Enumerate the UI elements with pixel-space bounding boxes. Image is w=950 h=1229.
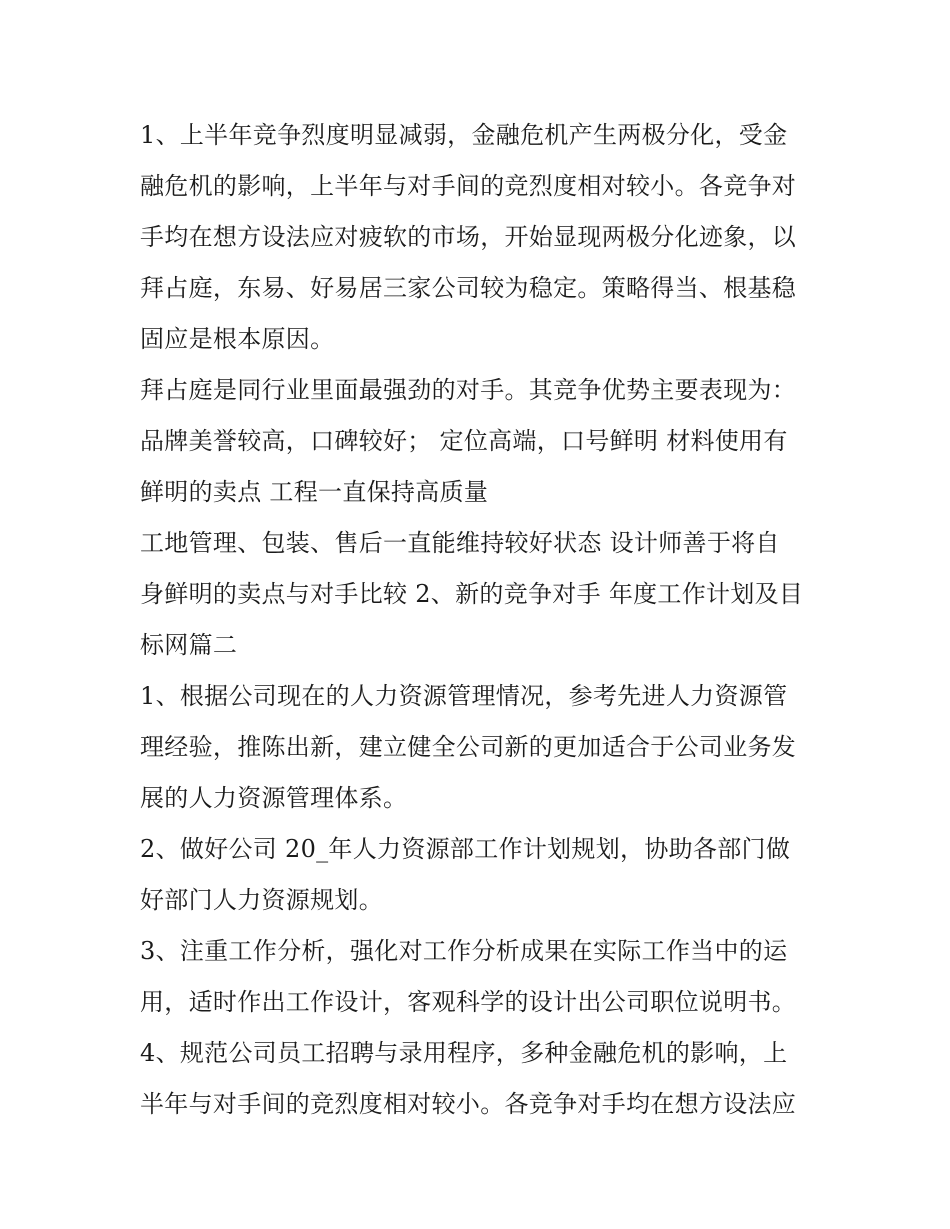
text-line: 2、做好公司 20_年人力资源部工作计划规划，协助各部门做 — [140, 835, 791, 863]
text-line: 品牌美誉较高，口碑较好； 定位高端，口号鲜明 材料使用有 — [140, 427, 788, 455]
text-line: 1、上半年竞争烈度明显减弱，金融危机产生两极分化，受金 — [140, 121, 788, 149]
text-line: 3、注重工作分析，强化对工作分析成果在实际工作当中的运 — [140, 937, 788, 965]
text-line: 用，适时作出工作设计，客观科学的设计出公司职位说明书。 — [140, 988, 797, 1016]
text-line: 工地管理、包装、售后一直能维持较好状态 设计师善于将自 — [140, 529, 780, 557]
text-line: 拜占庭是同行业里面最强劲的对手。其竞争优势主要表现为： — [140, 376, 797, 404]
text-line: 展的人力资源管理体系。 — [140, 784, 408, 812]
text-line: 4、规范公司员工招聘与录用程序，多种金融危机的影响，上 — [140, 1039, 788, 1067]
text-line: 半年与对手间的竞烈度相对较小。各竞争对手均在想方设法应 — [140, 1090, 797, 1118]
text-line: 好部门人力资源规划。 — [140, 886, 383, 914]
text-line: 理经验，推陈出新，建立健全公司新的更加适合于公司业务发 — [140, 733, 797, 761]
text-line: 标网篇二 — [140, 631, 238, 659]
text-line: 身鲜明的卖点与对手比较 2、新的竞争对手 年度工作计划及目 — [140, 580, 804, 608]
document-body — [140, 110, 830, 1130]
text-line: 拜占庭，东易、好易居三家公司较为稳定。策略得当、根基稳 — [140, 274, 797, 302]
text-line: 鲜明的卖点 工程一直保持高质量 — [140, 478, 489, 506]
text-line: 融危机的影响，上半年与对手间的竞烈度相对较小。各竞争对 — [140, 172, 797, 200]
text-line: 固应是根本原因。 — [140, 325, 335, 353]
text-line: 1、根据公司现在的人力资源管理情况，参考先进人力资源管 — [140, 682, 788, 710]
text-line: 手均在想方设法应对疲软的市场，开始显现两极分化迹象，以 — [140, 223, 797, 251]
